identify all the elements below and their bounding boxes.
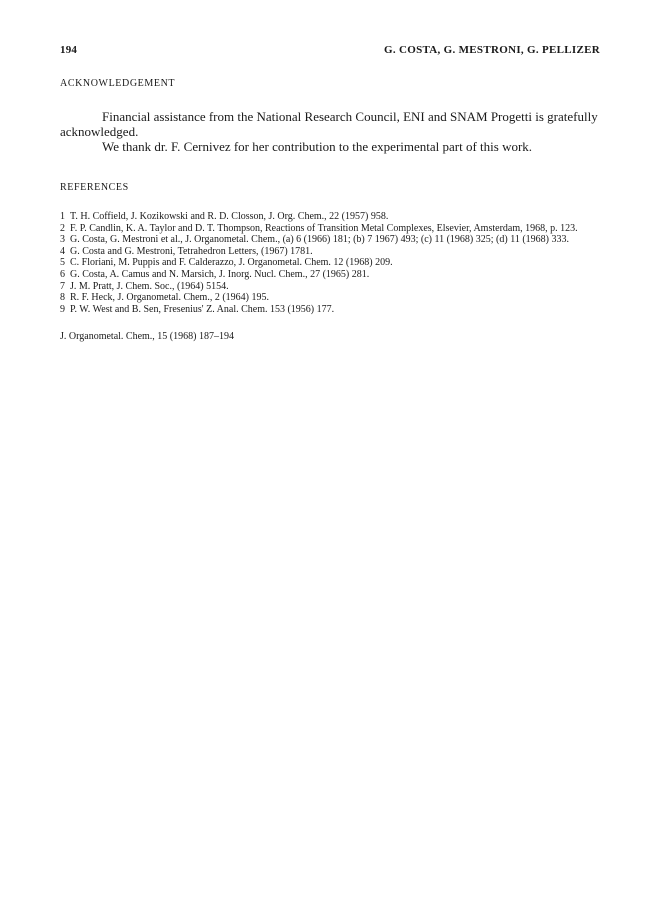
reference-text: G. Costa and G. Mestroni, Tetrahedron Letters, (1967) 1781.	[70, 245, 313, 257]
reference-item	[60, 304, 600, 316]
reference-number: 4	[60, 245, 65, 257]
reference-number: 7	[60, 280, 65, 292]
reference-item	[60, 292, 600, 304]
reference-item	[60, 257, 600, 269]
reference-text: P. W. West and B. Sen, Fresenius' Z. Anal. Chem. 153 (1956) 177.	[70, 303, 335, 315]
reference-number: 5	[60, 257, 65, 269]
reference-number: 3	[60, 234, 65, 246]
reference-text: R. F. Heck, J. Organometal. Chem., 2 (1964) 195.	[70, 292, 269, 304]
acknowledgement-heading: ACKNOWLEDGEMENT	[60, 78, 176, 89]
reference-item	[60, 211, 600, 223]
acknowledgement-body	[60, 109, 600, 154]
ack-paragraph-2: We thank dr. F. Cernivez for her contribution to the experimental part of this work.	[102, 139, 533, 154]
reference-item	[60, 246, 600, 258]
reference-item	[60, 281, 600, 293]
reference-number: 9	[60, 303, 65, 315]
reference-number: 2	[60, 222, 65, 234]
reference-number: 1	[60, 211, 65, 222]
reference-text: C. Floriani, M. Puppis and F. Calderazzo, J. Organometal. Chem. 12 (1968) 209.	[70, 257, 393, 269]
reference-text: F. P. Candlin, K. A. Taylor and D. T. Thompson, Reactions of Transition Metal Complexes, Elsevier, Amsterdam, 1968, p. 123.	[70, 222, 578, 234]
reference-number: 8	[60, 292, 65, 304]
reference-item	[60, 234, 600, 246]
references-heading: REFERENCES	[60, 182, 129, 193]
journal-citation: J. Organometal. Chem., 15 (1968) 187–194	[60, 331, 234, 343]
reference-text: G. Costa, A. Camus and N. Marsich, J. Inorg. Nucl. Chem., 27 (1965) 281.	[70, 268, 370, 280]
reference-text: G. Costa, G. Mestroni et al., J. Organometal. Chem., (a) 6 (1966) 181; (b) 7 1967) 493; (c) 11 (1968) 325; (d) 11 (1968) 333.	[70, 234, 569, 246]
page-header	[60, 44, 600, 56]
ack-paragraph-1: Financial assistance from the National Research Council, ENI and SNAM Progetti is gratefully acknowledged.	[60, 109, 598, 139]
reference-item	[60, 269, 600, 281]
reference-list	[60, 211, 600, 315]
running-title: G. COSTA, G. MESTRONI, G. PELLIZER	[384, 44, 600, 56]
journal-page	[60, 44, 600, 342]
reference-text: J. M. Pratt, J. Chem. Soc., (1964) 5154.	[70, 280, 229, 292]
reference-item	[60, 223, 600, 235]
reference-text: T. H. Coffield, J. Kozikowski and R. D. Closson, J. Org. Chem., 22 (1957) 958.	[70, 211, 389, 222]
page-number: 194	[60, 44, 78, 56]
reference-number: 6	[60, 268, 65, 280]
